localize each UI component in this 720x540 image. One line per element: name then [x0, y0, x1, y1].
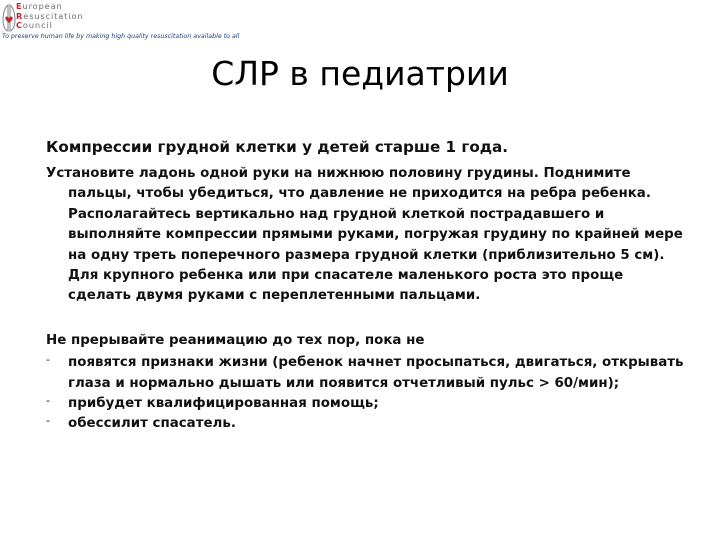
bullet-marker: -	[46, 414, 50, 428]
logo-line-1: European	[16, 1, 63, 11]
slide-title: СЛР в педиатрии	[211, 54, 509, 93]
spacer	[46, 307, 686, 331]
logo-wordmark	[16, 2, 83, 31]
erc-logo	[2, 1, 240, 50]
bullet-marker: -	[46, 394, 50, 408]
stop-conditions-list	[46, 353, 686, 435]
logo-line-3: Council	[16, 20, 53, 31]
instruction-paragraph: Установите ладонь одной руки на нижнюю половину грудины. Поднимите пальцы, чтобы убедиться, что давление не приходится на ребра ребенка. Располагайтесь вертикально над грудной клеткой пострадавшего и выполняйте компрессии прямыми руками, погружая грудину по крайней мере на одну треть поперечного размера грудной клетки (приблизительно 5 см). Для крупного ребенка или при спасателе маленького роста это проще сделать двумя руками с переплетенными пальцами.	[46, 166, 683, 304]
list-item: - появятся признаки жизни (ребенок начнет просыпаться, двигаться, открывать глаза и нормально дышать или появится отчетливый пульс > 60/мин);	[46, 353, 686, 394]
logo-line-2: Resuscitation	[16, 10, 84, 21]
bullet-marker: -	[46, 353, 50, 367]
continue-intro: Не прерывайте реанимацию до тех пор, пока не	[46, 332, 425, 348]
logo-tagline: To preserve human life by making high quality resuscitation available to all	[2, 33, 240, 40]
section-heading: Компрессии грудной клетки у детей старше 1 года.	[46, 138, 509, 156]
slide-body	[46, 136, 686, 435]
list-item: - обессилит спасатель.	[46, 414, 686, 434]
lungs-heart-icon	[2, 4, 16, 34]
list-item: - прибудет квалифицированная помощь;	[46, 394, 686, 414]
